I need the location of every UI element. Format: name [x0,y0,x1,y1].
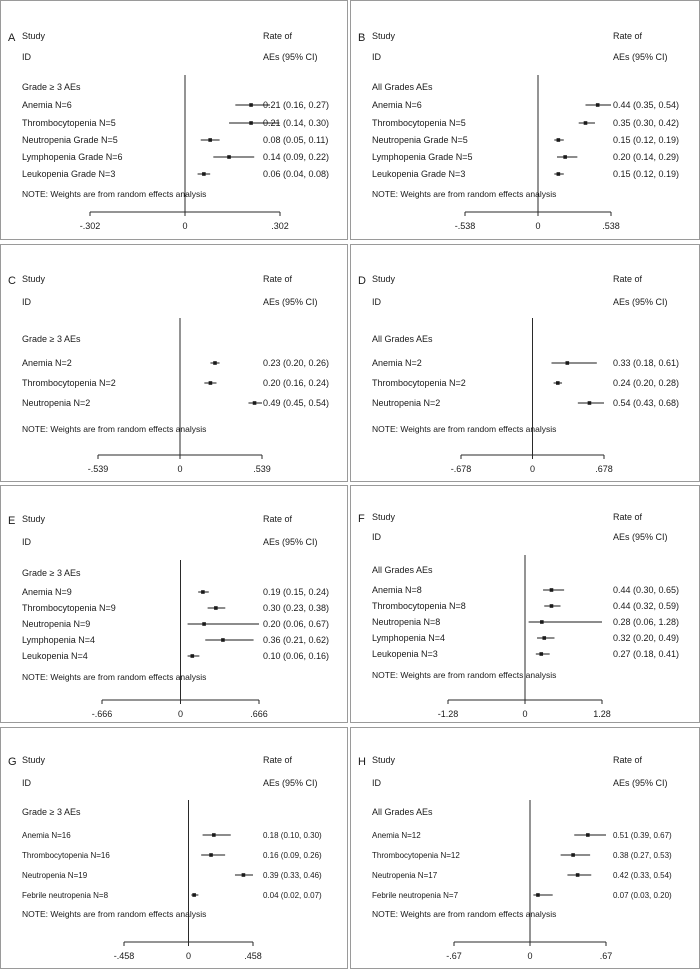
row-estimate-ci: 0.10 (0.06, 0.16) [263,651,330,661]
row-label: Neutropenia N=8 [372,617,441,627]
estimate-point [557,138,561,142]
group-label: All Grades AEs [372,82,433,92]
row-estimate-ci: 0.21 (0.14, 0.30) [263,118,330,128]
row-estimate-ci: 0.27 (0.18, 0.41) [613,649,680,659]
header-rate-of: Rate of [613,31,643,41]
group-label: Grade ≥ 3 AEs [22,568,81,578]
estimate-point [571,853,575,857]
header-aes-ci: AEs (95% CI) [613,532,668,542]
row-label: Febrile neutropenia N=8 [22,891,109,900]
header-id: ID [372,52,381,62]
estimate-point [596,103,600,107]
header-rate-of: Rate of [263,514,293,524]
x-tick-label: 0 [522,709,528,719]
estimate-point [588,401,592,405]
estimate-point [550,588,554,592]
row-label: Thrombocytopenia N=16 [22,851,110,860]
row-estimate-ci: 0.18 (0.10, 0.30) [263,831,322,840]
panel-letter: G [8,756,17,768]
estimate-point [536,893,540,897]
x-tick-label: -.678 [450,464,472,474]
row-estimate-ci: 0.38 (0.27, 0.53) [613,851,672,860]
x-tick-label: .302 [271,221,289,231]
row-label: Thrombocytopenia N=12 [372,851,460,860]
estimate-point [557,172,561,176]
row-estimate-ci: 0.14 (0.09, 0.22) [263,152,330,162]
header-id: ID [22,52,31,62]
row-estimate-ci: 0.20 (0.06, 0.67) [263,619,330,629]
header-study: Study [22,31,46,41]
row-label: Thrombocytopenia N=8 [372,601,466,611]
panel-letter: A [8,32,16,44]
x-tick-label: -.302 [79,221,101,231]
group-label: Grade ≥ 3 AEs [22,334,81,344]
x-tick-label: -.538 [454,221,476,231]
header-id: ID [372,532,381,542]
x-tick-label: -.666 [91,709,113,719]
row-estimate-ci: 0.33 (0.18, 0.61) [613,358,680,368]
row-estimate-ci: 0.08 (0.05, 0.11) [263,135,329,145]
row-label: Leukopenia Grade N=3 [372,169,466,179]
row-estimate-ci: 0.23 (0.20, 0.26) [263,358,330,368]
row-estimate-ci: 0.42 (0.33, 0.54) [613,871,672,880]
row-label: Febrile neutropenia N=7 [372,891,459,900]
row-estimate-ci: 0.24 (0.20, 0.28) [613,378,680,388]
estimate-point [563,155,567,159]
row-label: Thrombocytopenia N=2 [22,378,116,388]
x-tick-label: -1.28 [437,709,459,719]
forest-panel-a [1,1,348,240]
row-label: Thrombocytopenia N=9 [22,603,116,613]
estimate-point [576,873,580,877]
row-estimate-ci: 0.36 (0.21, 0.62) [263,635,330,645]
row-estimate-ci: 0.07 (0.03, 0.20) [613,891,672,900]
row-estimate-ci: 0.44 (0.35, 0.54) [613,100,680,110]
header-study: Study [372,755,396,765]
x-tick-label: 0 [177,709,184,719]
estimate-point [212,833,216,837]
row-label: Lymphopenia Grade N=6 [22,152,123,162]
estimate-point [202,172,206,176]
header-study: Study [22,514,46,524]
row-estimate-ci: 0.19 (0.15, 0.24) [263,587,330,597]
row-label: Neutropenia N=2 [22,398,91,408]
header-study: Study [22,274,46,284]
row-estimate-ci: 0.44 (0.30, 0.65) [613,585,680,595]
x-tick-label: 0 [177,464,183,474]
row-estimate-ci: 0.15 (0.12, 0.19) [613,169,680,179]
estimate-point [221,638,225,642]
forest-panel-h [351,728,700,969]
estimate-point [539,652,543,656]
row-label: Leukopenia Grade N=3 [22,169,116,179]
x-tick-label: .539 [253,464,271,474]
row-label: Neutropenia N=19 [22,871,88,880]
estimate-point [227,155,231,159]
group-label: All Grades AEs [372,334,433,344]
row-label: Anemia N=6 [22,100,72,110]
panel-letter: E [8,515,16,527]
row-estimate-ci: 0.16 (0.09, 0.26) [263,851,322,860]
x-tick-label: .666 [250,709,268,719]
estimate-point [208,138,212,142]
note-text: NOTE: Weights are from random effects analysis [372,670,557,680]
header-aes-ci: AEs (95% CI) [263,297,318,307]
row-label: Anemia N=8 [372,585,422,595]
header-study: Study [22,755,46,765]
row-label: Lymphopenia N=4 [22,635,95,645]
note-text: NOTE: Weights are from random effects analysis [22,672,207,682]
forest-panel-c [1,245,348,482]
estimate-point [249,103,253,107]
x-tick-label: 0 [527,951,533,961]
panel-letter: H [358,756,366,768]
row-label: Thrombocytopenia N=5 [372,118,466,128]
header-aes-ci: AEs (95% CI) [263,778,318,788]
header-study: Study [372,512,396,522]
row-label: Neutropenia Grade N=5 [372,135,468,145]
x-tick-label: 0 [182,221,188,231]
row-estimate-ci: 0.15 (0.12, 0.19) [613,135,680,145]
estimate-point [202,622,206,626]
estimate-point [249,121,253,125]
row-estimate-ci: 0.49 (0.45, 0.54) [263,398,330,408]
estimate-point [253,401,257,405]
row-label: Anemia N=9 [22,587,72,597]
row-label: Anemia N=2 [372,358,422,368]
header-study: Study [372,31,396,41]
x-tick-label: 0 [185,951,192,961]
estimate-point [214,606,218,610]
header-id: ID [22,297,31,307]
forest-panel-e [1,486,348,723]
header-rate-of: Rate of [613,755,643,765]
row-label: Leukopenia N=3 [372,649,438,659]
row-estimate-ci: 0.20 (0.16, 0.24) [263,378,330,388]
estimate-point [550,604,554,608]
note-text: NOTE: Weights are from random effects analysis [372,909,557,919]
panel-letter: C [8,275,16,287]
row-estimate-ci: 0.39 (0.33, 0.46) [263,871,322,880]
forest-panel-g [1,728,348,969]
estimate-point [209,853,213,857]
row-label: Thrombocytopenia N=5 [22,118,116,128]
group-label: Grade ≥ 3 AEs [22,82,81,92]
estimate-point [556,381,560,385]
header-id: ID [22,778,31,788]
estimate-point [542,636,546,640]
row-label: Neutropenia N=17 [372,871,438,880]
row-label: Lymphopenia Grade N=5 [372,152,473,162]
header-rate-of: Rate of [263,755,293,765]
x-tick-label: .538 [602,221,620,231]
note-text: NOTE: Weights are from random effects analysis [22,424,207,434]
row-estimate-ci: 0.20 (0.14, 0.29) [613,152,680,162]
header-aes-ci: AEs (95% CI) [263,52,318,62]
header-id: ID [372,778,381,788]
estimate-point [586,833,590,837]
header-aes-ci: AEs (95% CI) [263,537,318,547]
note-text: NOTE: Weights are from random effects analysis [372,424,557,434]
header-rate-of: Rate of [263,274,293,284]
header-rate-of: Rate of [613,512,643,522]
x-tick-label: .678 [595,464,613,474]
row-label: Anemia N=6 [372,100,422,110]
header-id: ID [372,297,381,307]
group-label: All Grades AEs [372,807,433,817]
row-estimate-ci: 0.44 (0.32, 0.59) [613,601,680,611]
row-label: Anemia N=12 [372,831,421,840]
row-estimate-ci: 0.28 (0.06, 1.28) [613,617,680,627]
row-label: Anemia N=16 [22,831,71,840]
row-label: Neutropenia N=9 [22,619,91,629]
panel-letter: F [358,513,365,525]
header-aes-ci: AEs (95% CI) [613,297,668,307]
row-label: Thrombocytopenia N=2 [372,378,466,388]
row-estimate-ci: 0.35 (0.30, 0.42) [613,118,680,128]
header-rate-of: Rate of [263,31,293,41]
estimate-point [192,893,196,897]
panel-letter: D [358,275,366,287]
forest-panel-d [351,245,700,482]
estimate-point [201,590,205,594]
note-text: NOTE: Weights are from random effects analysis [22,909,207,919]
header-rate-of: Rate of [613,274,643,284]
x-tick-label: 0 [529,464,536,474]
group-label: All Grades AEs [372,565,433,575]
x-tick-label: .67 [599,951,613,961]
row-label: Neutropenia N=2 [372,398,441,408]
estimate-point [242,873,246,877]
header-aes-ci: AEs (95% CI) [613,52,668,62]
group-label: Grade ≥ 3 AEs [22,807,81,817]
x-tick-label: .458 [244,951,262,961]
estimate-point [584,121,588,125]
note-text: NOTE: Weights are from random effects analysis [22,189,207,199]
note-text: NOTE: Weights are from random effects analysis [372,189,557,199]
row-estimate-ci: 0.04 (0.02, 0.07) [263,891,322,900]
x-tick-label: 0 [535,221,541,231]
estimate-point [540,620,544,624]
row-estimate-ci: 0.30 (0.23, 0.38) [263,603,330,613]
row-estimate-ci: 0.21 (0.16, 0.27) [263,100,330,110]
panel-border [1,728,348,969]
estimate-point [213,361,217,365]
x-tick-label: 1.28 [593,709,611,719]
row-label: Neutropenia Grade N=5 [22,135,118,145]
row-estimate-ci: 0.32 (0.20, 0.49) [613,633,680,643]
row-estimate-ci: 0.06 (0.04, 0.08) [263,169,330,179]
x-tick-label: -.458 [113,951,135,961]
row-label: Anemia N=2 [22,358,72,368]
row-label: Lymphopenia N=4 [372,633,445,643]
estimate-point [209,381,213,385]
forest-panel-f [351,486,700,723]
header-aes-ci: AEs (95% CI) [613,778,668,788]
forest-panel-b [351,1,700,240]
estimate-point [566,361,570,365]
x-tick-label: -.539 [87,464,109,474]
panel-letter: B [358,32,366,44]
estimate-point [190,654,194,658]
x-tick-label: -.67 [446,951,462,961]
panel-border [351,728,700,969]
row-estimate-ci: 0.54 (0.43, 0.68) [613,398,680,408]
row-estimate-ci: 0.51 (0.39, 0.67) [613,831,672,840]
header-study: Study [372,274,396,284]
row-label: Leukopenia N=4 [22,651,88,661]
header-id: ID [22,537,31,547]
